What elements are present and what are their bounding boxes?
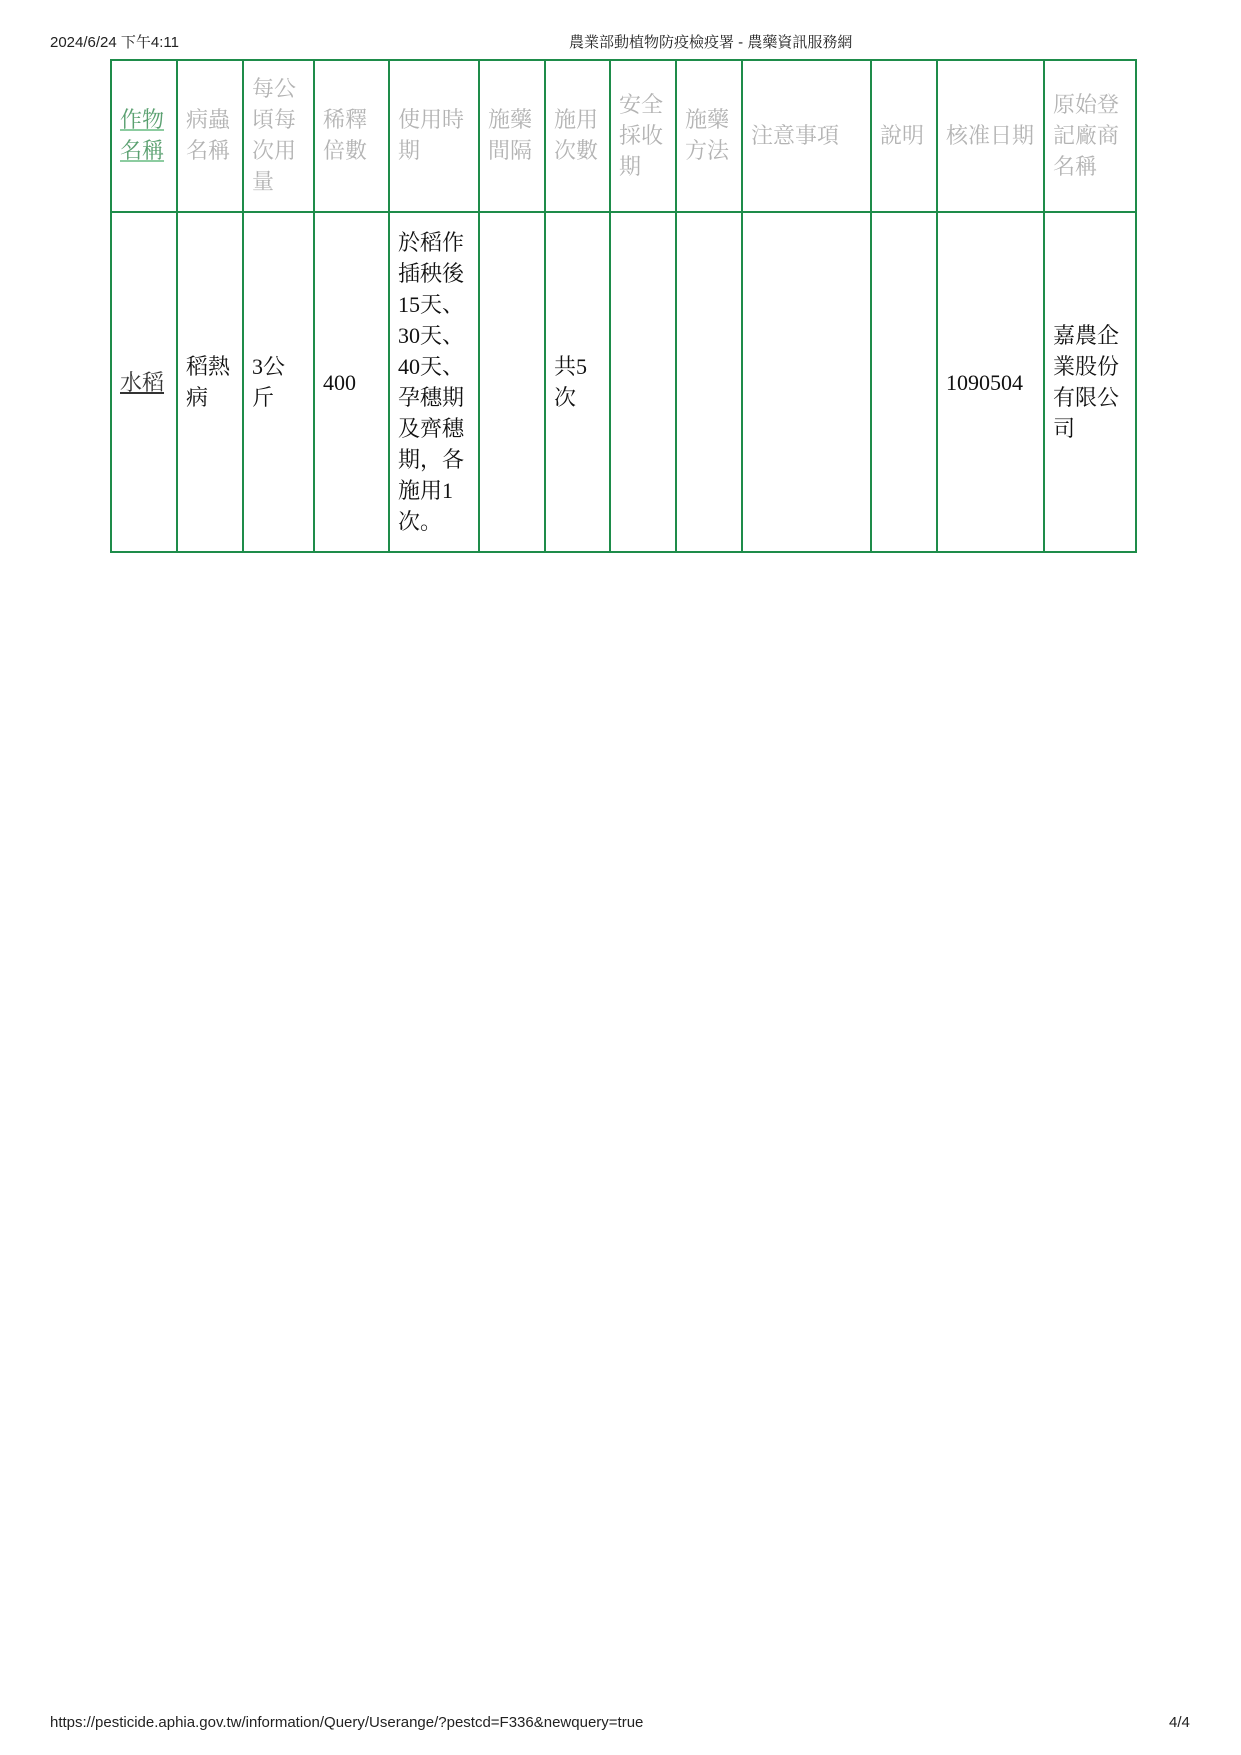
column-header-applications: 施用次數: [545, 60, 610, 212]
table-header-row: [111, 60, 1136, 212]
print-footer: [0, 1714, 1241, 1736]
cell-description: [871, 212, 937, 552]
cell-notes: [742, 212, 871, 552]
column-header-method: 施藥方法: [676, 60, 742, 212]
table-row: [111, 212, 1136, 552]
print-url: https://pesticide.aphia.gov.tw/information/Query/Userange/?pestcd=F336&newquery=true: [50, 1714, 644, 1731]
column-header-approval-date: 核准日期: [937, 60, 1044, 212]
cell-interval: [479, 212, 545, 552]
usage-range-table: [110, 59, 1137, 553]
sort-by-crop-link[interactable]: 作物名稱: [120, 108, 165, 164]
print-datetime: 2024/6/24 下午4:11: [50, 34, 179, 51]
cell-approval-date: 1090504: [937, 212, 1044, 552]
cell-dilution: 400: [314, 212, 389, 552]
cell-registrant: 嘉農企業股份有限公司: [1044, 212, 1136, 552]
cell-applications: 共5次: [545, 212, 610, 552]
cell-safe-harvest: [610, 212, 676, 552]
column-header-interval: 施藥間隔: [479, 60, 545, 212]
column-header-registrant: 原始登記廠商名稱: [1044, 60, 1136, 212]
column-header-dilution: 稀釋倍數: [314, 60, 389, 212]
cell-dosage: 3公斤: [243, 212, 314, 552]
page-number: 4/4: [1169, 1714, 1190, 1731]
column-header-crop[interactable]: [111, 60, 177, 212]
cell-crop[interactable]: [111, 212, 177, 552]
column-header-dosage: 每公頃每次用量: [243, 60, 314, 212]
cell-method: [676, 212, 742, 552]
column-header-safe-harvest: 安全採收期: [610, 60, 676, 212]
print-page-title: 農業部動植物防疫檢疫署 - 農藥資訊服務網: [569, 34, 853, 51]
column-header-usage-period: 使用時期: [389, 60, 479, 212]
cell-pest: 稻熱病: [177, 212, 243, 552]
column-header-pest: 病蟲名稱: [177, 60, 243, 212]
cell-usage-period: 於稻作插秧後15天、30天、40天、孕穗期及齊穗期，各施用1次。: [389, 212, 479, 552]
column-header-notes: 注意事項: [742, 60, 871, 212]
crop-link[interactable]: 水稻: [120, 369, 165, 395]
column-header-description: 說明: [871, 60, 937, 212]
print-header: [0, 31, 1241, 53]
